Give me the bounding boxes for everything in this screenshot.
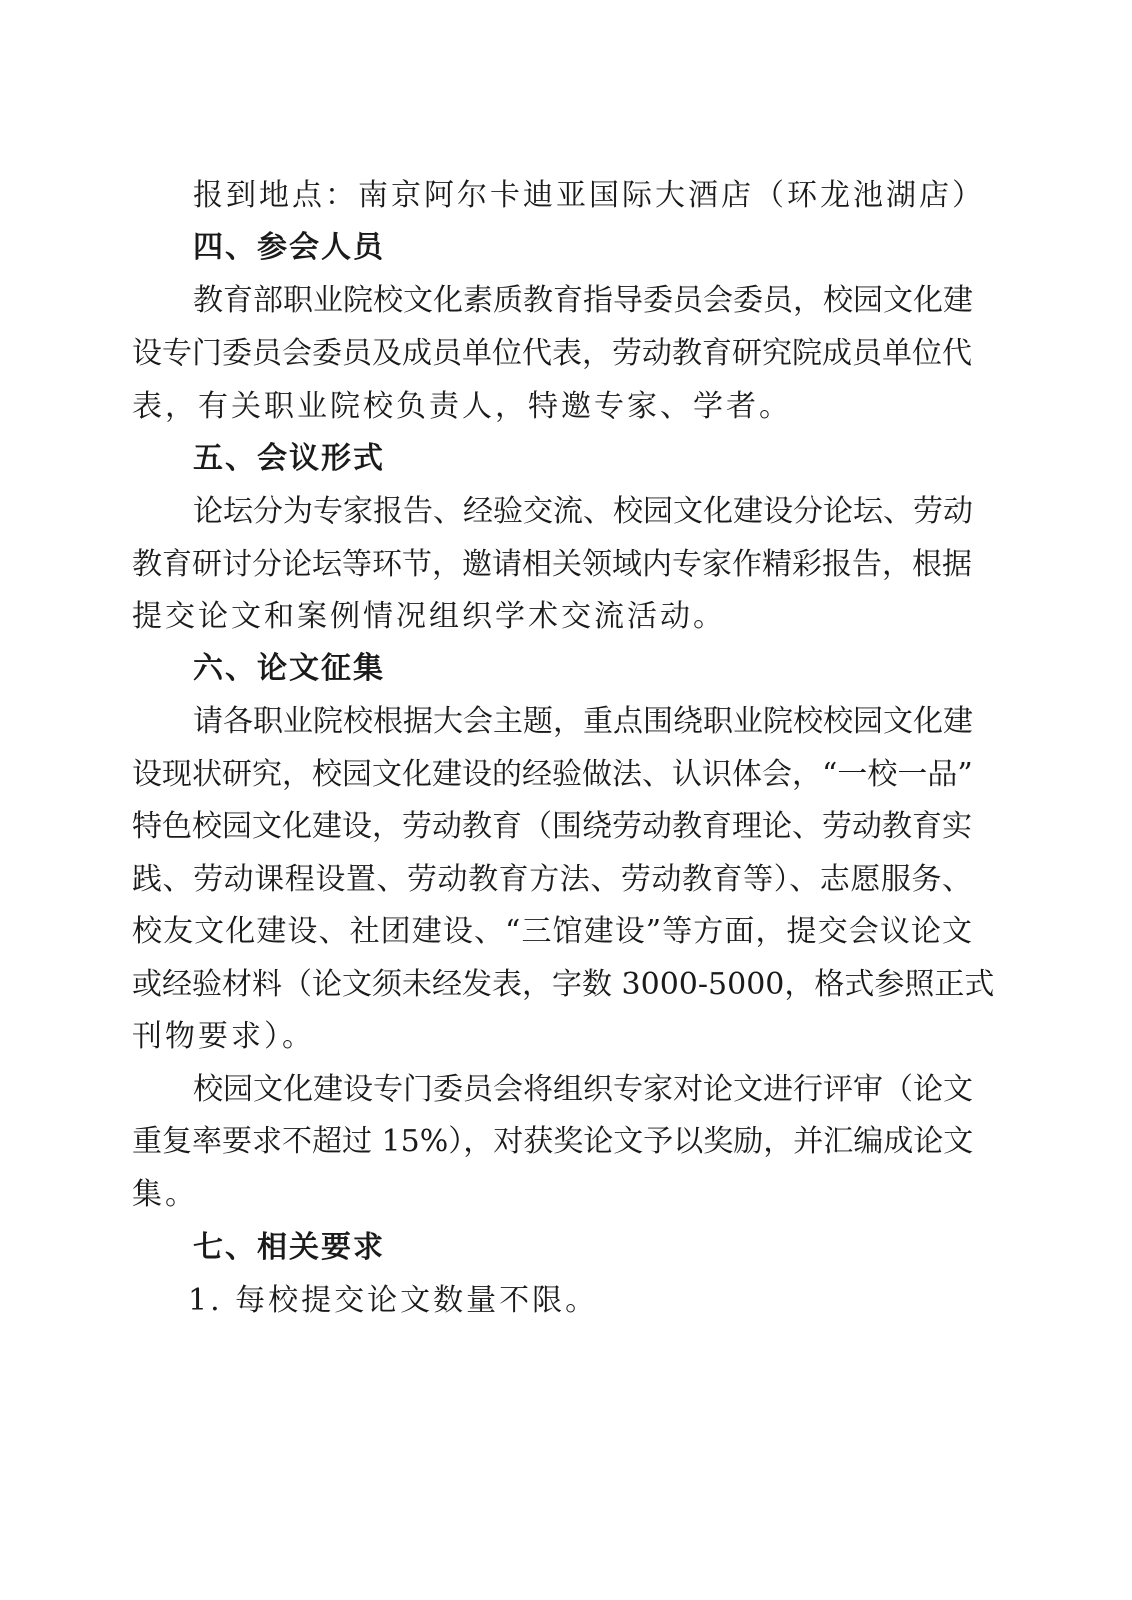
paragraph-line: 或经验材料（论文须未经发表，字数 3000-5000，格式参照正式 xyxy=(132,967,995,1002)
paragraph-line: 论坛分为专家报告、经验交流、校园文化建设分论坛、劳动 xyxy=(193,494,973,529)
section-heading-format: 五、会议形式 xyxy=(193,441,385,476)
registration-location-line: 报到地点：南京阿尔卡迪亚国际大酒店（环龙池湖店） xyxy=(193,178,985,213)
paragraph-line: 践、劳动课程设置、劳动教育方法、劳动教育等）、志愿服务、 xyxy=(132,862,972,897)
requirement-item-1: 1. 每校提交论文数量不限。 xyxy=(188,1283,599,1318)
paragraph-line: 教育部职业院校文化素质教育指导委员会委员，校园文化建 xyxy=(193,283,973,318)
paragraph-line: 刊物要求）。 xyxy=(132,1019,315,1054)
paragraph-line: 设专门委员会委员及成员单位代表，劳动教育研究院成员单位代 xyxy=(132,336,972,371)
paragraph-line: 设现状研究，校园文化建设的经验做法、认识体会，“一校一品” xyxy=(132,757,973,792)
paragraph-line: 表，有关职业院校负责人，特邀专家、学者。 xyxy=(132,389,792,424)
section-heading-papers: 六、论文征集 xyxy=(193,651,385,686)
paragraph-line: 校园文化建设专门委员会将组织专家对论文进行评审（论文 xyxy=(193,1072,973,1107)
paragraph-line: 集。 xyxy=(132,1177,198,1212)
paragraph-line: 请各职业院校根据大会主题，重点围绕职业院校校园文化建 xyxy=(193,704,973,739)
paragraph-line: 特色校园文化建设，劳动教育（围绕劳动教育理论、劳动教育实 xyxy=(132,809,972,844)
paragraph-line: 校友文化建设、社团建设、“三馆建设”等方面，提交会议论文 xyxy=(132,914,972,949)
paragraph-line: 重复率要求不超过 15%），对获奖论文予以奖励，并汇编成论文 xyxy=(132,1124,974,1159)
section-heading-requirements: 七、相关要求 xyxy=(193,1230,385,1265)
paragraph-line: 提交论文和案例情况组织学术交流活动。 xyxy=(132,599,726,634)
section-heading-participants: 四、参会人员 xyxy=(193,230,385,265)
paragraph-line: 教育研讨分论坛等环节，邀请相关领域内专家作精彩报告，根据 xyxy=(132,547,972,582)
